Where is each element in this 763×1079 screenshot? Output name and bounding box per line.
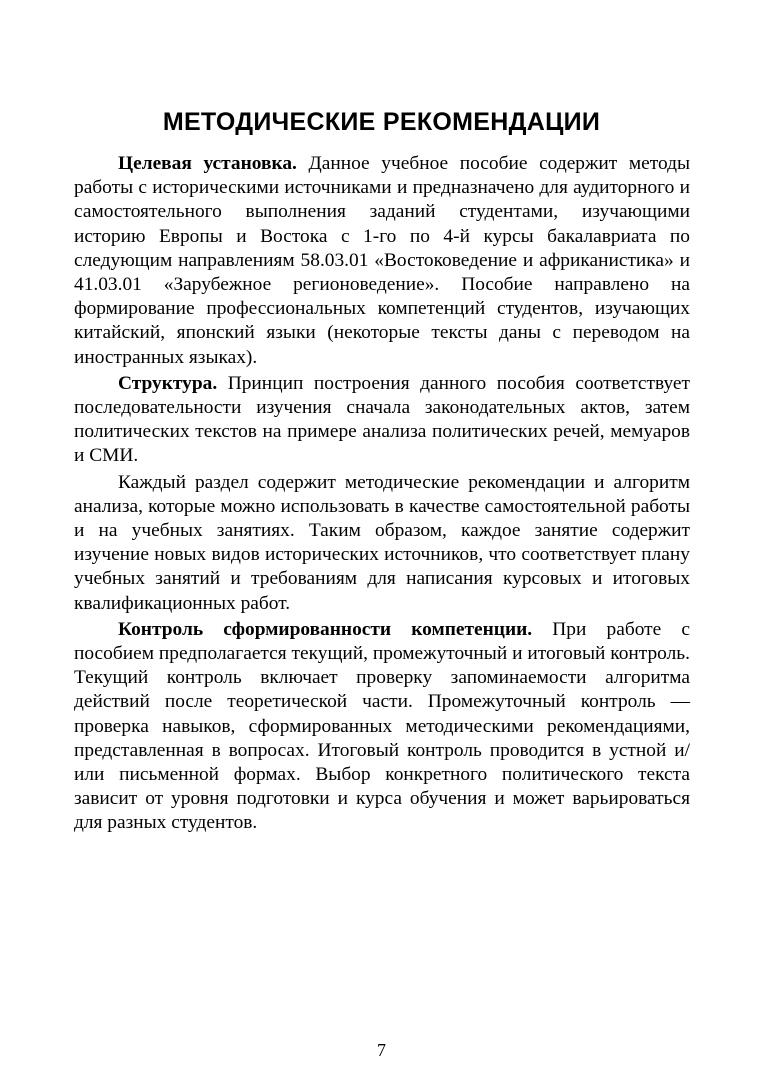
paragraph-lead: Контроль сформированности компетенции. xyxy=(118,618,533,640)
paragraph-text: При работе с пособием предполагается текущий, промежуточный и итоговый контроль. Текущий контроль включает проверку запоминаемости алгоритма действий после теоретической части. Промежуточный контроль — проверка навыков, сформированных методическими рекомендациями, представленная в вопросах. Итоговый контроль проводится в устной и/или письменной формах. Выбор конкретного политического текста зависит от уровня подготовки и курса обучения и может варьироваться для разных студентов. xyxy=(74,618,690,834)
paragraph-control xyxy=(74,618,690,836)
paragraph-sections xyxy=(74,471,690,616)
paragraph-text: Данное учебное пособие содержит методы работы с историческими источниками и предназначено для аудиторного и самостоятельного выполнения заданий студентами, изучающими историю Европы и Востока с 1-го по 4-й курсы бакалавриата по следующим направлениям 58.03.01 «Востоковедение и африканистика» и 41.03.01 «Зарубежное регионоведение». Пособие направлено на формирование профессиональных компетенций студентов, изучающих китайский, японский языки (некоторые тексты даны с переводом на иностранных языках). xyxy=(74,153,690,368)
page-heading: МЕТОДИЧЕСКИЕ РЕКОМЕНДАЦИИ xyxy=(162,108,601,136)
paragraph-text: Каждый раздел содержит методические рекомендации и алгоритм анализа, которые можно использовать в качестве самостоятельной работы и на учебных занятиях. Таким образом, каждое занятие содержит изучение новых видов исторических источников, что соответствует плану учебных занятий и требованиям для написания курсовых и итоговых квалификационных работ. xyxy=(74,471,690,614)
page-number: 7 xyxy=(377,1040,386,1060)
paragraph-text: Принцип построения данного пособия соответствует последовательности изучения сначала законодательных актов, затем политических текстов на примере анализа политических речей, мемуаров и СМИ. xyxy=(74,372,690,467)
paragraph-structure xyxy=(74,372,690,469)
paragraph-purpose xyxy=(74,152,690,370)
paragraph-lead: Структура. xyxy=(118,372,218,394)
body-text xyxy=(74,152,690,836)
paragraph-lead: Целевая установка. xyxy=(118,153,297,174)
